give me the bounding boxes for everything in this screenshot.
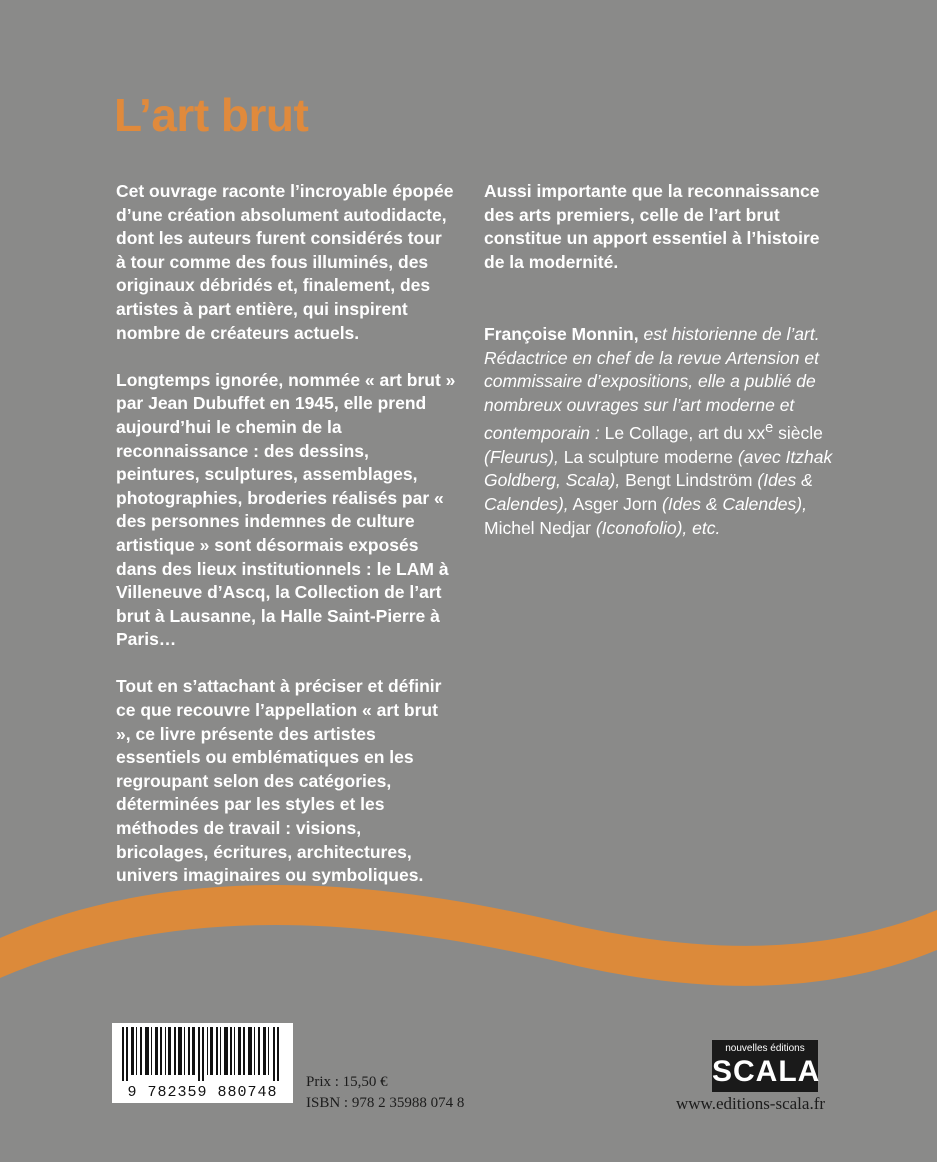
bio-paragraph [484, 323, 834, 540]
publisher-website[interactable]: www.editions-scala.fr [676, 1094, 826, 1113]
orange-wave [0, 860, 937, 1020]
logo-subtitle: nouvelles éditions [725, 1043, 805, 1054]
bio-t1b: siècle [778, 423, 823, 444]
logo-wordmark: SCALA [712, 1055, 821, 1088]
pricing-info [306, 1072, 464, 1114]
bio-i4: (Ides & Calendes), [484, 470, 813, 514]
author-bio [484, 323, 834, 564]
bio-t5: Michel Nedjar [484, 517, 591, 538]
barcode-number: 9 782359 880748 [127, 1084, 278, 1101]
bio-i5: (Ides & Calendes), [662, 493, 807, 514]
bio-i1: est historienne de l’art. Rédactrice en chef de la revue Artension et commissaire d’expositions, elle a publié de nombreux ouvrages sur l’art moderne et contemporain : [484, 324, 820, 444]
bio-t4: Asger Jorn [572, 493, 658, 514]
paragraph-2: Longtemps ignorée, nommée « art brut » par Jean Dubuffet en 1945, elle prend aujourd’hui le chemin de la reconnaissance : des dessins, peintures, sculptures, assemblages, photographies, broderies réalisés par « des personnes indemnes de culture artistique » sont désormais exposés dans des lieux institutionnels : le LAM à Villeneuve d’Ascq, la Collection de l’art brut à Lausanne, la Halle Saint-Pierre à Paris… [116, 369, 456, 650]
right-intro [484, 180, 834, 298]
book-title: L’art brut [114, 89, 309, 141]
publisher-logo [712, 1040, 821, 1092]
author-name: Françoise Monnin, [484, 324, 639, 344]
price: Prix : 15,50 € [306, 1074, 388, 1090]
barcode [112, 1023, 293, 1103]
paragraph-1: Cet ouvrage raconte l’incroyable épopée d’une création absolument autodidacte, dont les auteurs furent considérés tour à tour comme des fous illuminés, des originaux débridés et, finalement, des artistes à part entière, qui inspirent nombre de créateurs actuels. [116, 181, 454, 343]
left-column [116, 180, 456, 911]
bio-i2: (Fleurus), [484, 446, 559, 467]
paragraph-3: Tout en s’attachant à préciser et définir ce que recouvre l’appellation « art brut », ce livre présente des artistes essentiels ou emblématiques en les regroupant selon des catégories, déterminées par les styles et les méthodes de travail : visions, bricolages, écritures, architectures, univers imaginaires ou symboliques. [116, 676, 442, 886]
bio-i6: (Iconofolio), etc. [595, 517, 721, 538]
intro-paragraph: Aussi importante que la reconnaissance des arts premiers, celle de l’art brut constitue un apport essentiel à l’histoire de la modernité. [484, 181, 820, 272]
barcode-bars [118, 1027, 287, 1081]
bio-i3: (avec Itzhak Goldberg, Scala), [484, 446, 833, 491]
bio-t1: Le Collage, art du xx [604, 423, 766, 444]
bio-t3: Bengt Lindström [625, 470, 753, 491]
isbn: ISBN : 978 2 35988 074 8 [306, 1095, 465, 1111]
bio-sup: e [765, 420, 774, 437]
bio-t2: La sculpture moderne [563, 446, 734, 467]
